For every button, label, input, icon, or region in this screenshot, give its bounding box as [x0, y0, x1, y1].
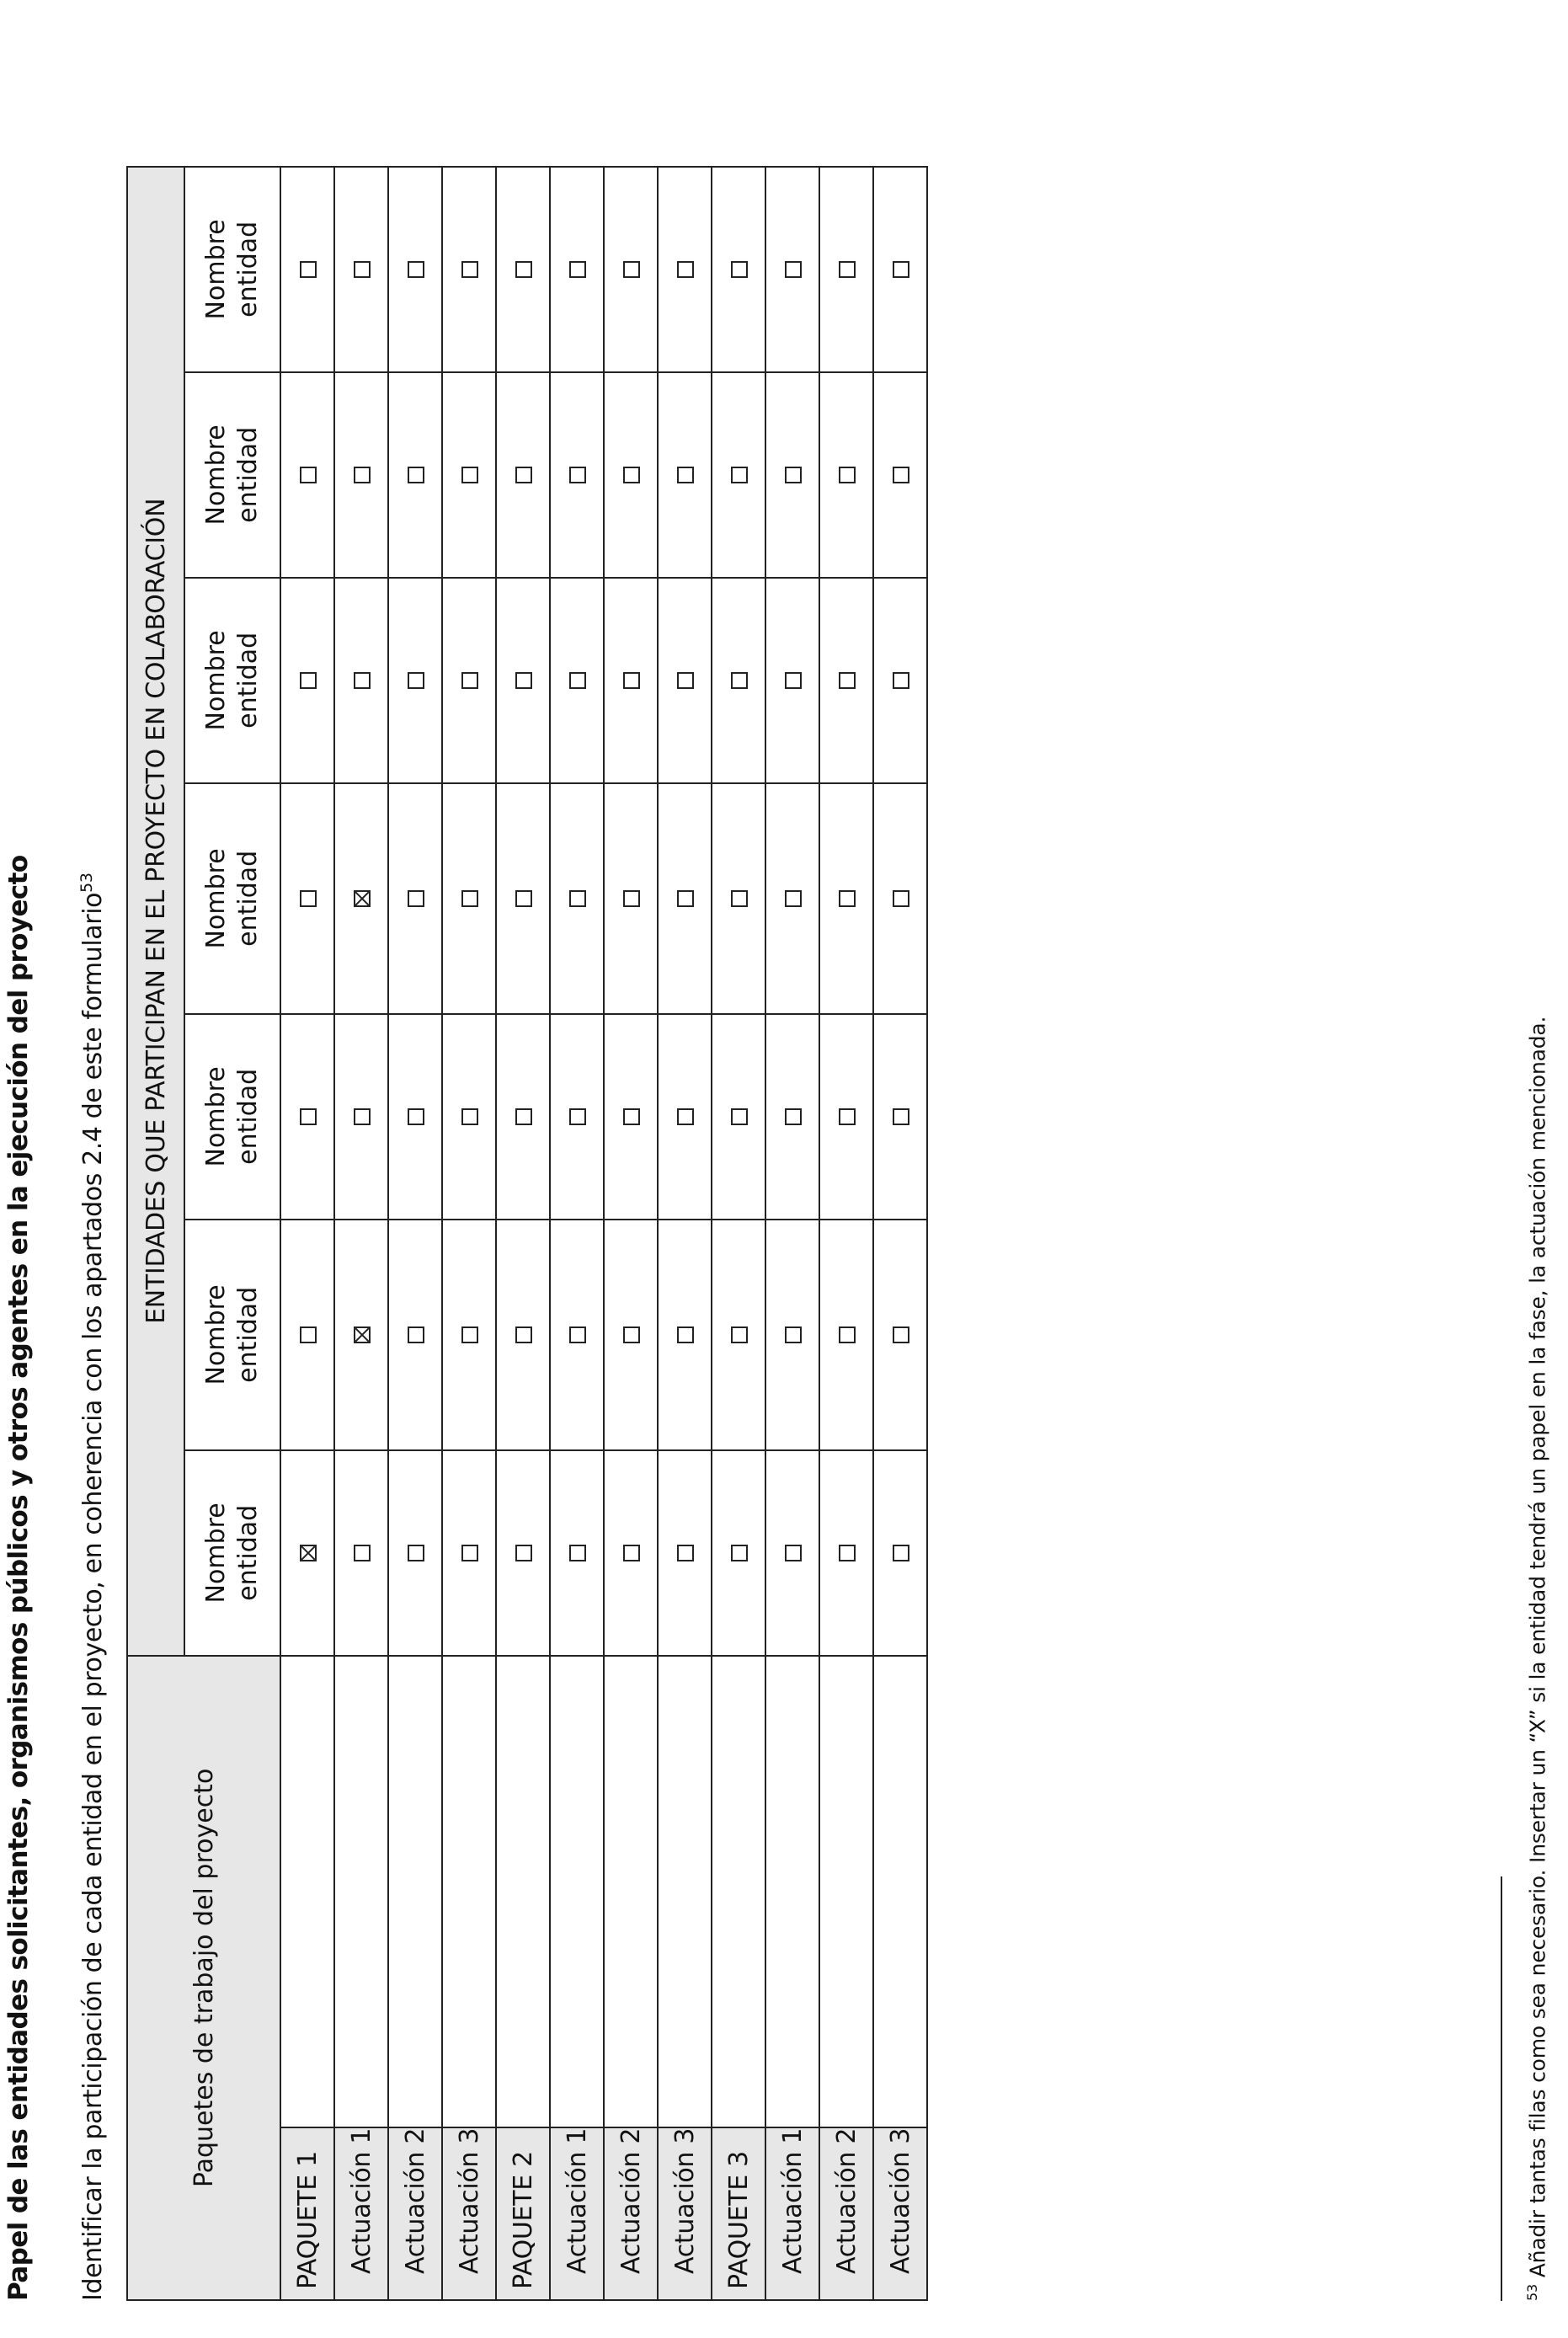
checkbox[interactable]: [300, 1108, 317, 1125]
checkbox-cell: [334, 1014, 388, 1220]
checkbox[interactable]: [354, 672, 371, 689]
entity-header: [184, 1450, 280, 1656]
footnote-ref: 53: [1524, 2284, 1540, 2301]
checkbox[interactable]: [893, 1545, 909, 1561]
checkbox-cell: [388, 167, 442, 372]
checkbox[interactable]: [408, 1545, 424, 1561]
checkbox-cell: [712, 1450, 765, 1656]
checkbox[interactable]: [893, 890, 909, 907]
checkbox-cell: [280, 783, 334, 1014]
table-row: [604, 167, 658, 2300]
checkbox-cell: [388, 578, 442, 783]
entity-name-line1: Nombre: [201, 424, 231, 526]
checkbox[interactable]: [623, 467, 640, 483]
checkbox[interactable]: [569, 261, 586, 278]
checkbox-cell: [604, 578, 658, 783]
checkbox-cell: [873, 1220, 927, 1450]
package-label: PAQUETE 3: [712, 2127, 765, 2300]
checkbox[interactable]: [623, 672, 640, 689]
entity-header: [184, 167, 280, 372]
checkbox-cell: [442, 1220, 496, 1450]
package-label: PAQUETE 2: [496, 2127, 550, 2300]
checkbox-cell: [442, 1450, 496, 1656]
action-label: Actuación 2: [819, 2127, 873, 2300]
checkbox[interactable]: [354, 1108, 371, 1125]
checkbox-cell: [496, 783, 550, 1014]
checkbox[interactable]: [515, 1326, 532, 1343]
checkbox[interactable]: [839, 467, 856, 483]
checkbox-cell: [873, 1014, 927, 1220]
checkbox-cell: [334, 167, 388, 372]
checkbox-cell: [604, 167, 658, 372]
checkbox-cell: [604, 372, 658, 578]
checkbox-cell: [658, 1220, 712, 1450]
checkbox[interactable]: [461, 1545, 478, 1561]
checkbox[interactable]: [515, 1545, 532, 1561]
checkbox[interactable]: [408, 672, 424, 689]
table-row: [334, 167, 388, 2300]
checkbox-cell: [280, 167, 334, 372]
checkbox[interactable]: [839, 1545, 856, 1561]
action-label: Actuación 3: [442, 2127, 496, 2300]
table-row: [819, 167, 873, 2300]
checkbox-cell: [550, 167, 604, 372]
checkbox-cell: [658, 1450, 712, 1656]
checkbox-cell: [819, 372, 873, 578]
checkbox-cell: [604, 1220, 658, 1450]
checkbox[interactable]: [300, 1326, 317, 1343]
checkbox[interactable]: [785, 1326, 802, 1343]
description-cell[interactable]: [334, 1656, 388, 2127]
checkbox-cell: [550, 372, 604, 578]
checkbox[interactable]: [408, 890, 424, 907]
checkbox-cell: [550, 1014, 604, 1220]
checkbox[interactable]: [300, 261, 317, 278]
checkbox-cell: [658, 167, 712, 372]
checkbox-cell: [496, 1014, 550, 1220]
checkbox-cell: [334, 372, 388, 578]
action-label: Actuación 1: [550, 2127, 604, 2300]
table-row: [873, 167, 927, 2300]
checkbox-cell: [550, 783, 604, 1014]
checkbox[interactable]: [300, 467, 317, 483]
entity-header: [184, 1220, 280, 1450]
checkbox[interactable]: [569, 1326, 586, 1343]
checkbox-cell: [873, 167, 927, 372]
checkbox[interactable]: [569, 890, 586, 907]
checkbox[interactable]: [623, 1545, 640, 1561]
checkbox[interactable]: [731, 890, 748, 907]
checkbox[interactable]: [354, 261, 371, 278]
checkbox[interactable]: [677, 467, 694, 483]
checkbox[interactable]: [408, 1326, 424, 1343]
checkbox[interactable]: [893, 1326, 909, 1343]
checkbox[interactable]: [785, 672, 802, 689]
checkbox-cell: [334, 783, 388, 1014]
checkbox-cell: [388, 1220, 442, 1450]
checkbox-cell: [765, 578, 819, 783]
checkbox-cell: [765, 1450, 819, 1656]
checkbox[interactable]: [461, 672, 478, 689]
checkbox-cell: [712, 1220, 765, 1450]
checkbox-cell: [388, 372, 442, 578]
footnote-separator: [1501, 1876, 1502, 2301]
action-label: Actuación 2: [388, 2127, 442, 2300]
footnote-text: Añadir tantas filas como sea necesario. Insertar un “X” si la entidad tendrá un papel en la fase, la actuación mencionada.: [1525, 1016, 1550, 2278]
section-title: Papel de las entidades solicitantes, organismos públicos y otros agentes en la ejecución del proyecto: [3, 855, 34, 2301]
checkbox-cell: [442, 1014, 496, 1220]
checkbox[interactable]: [731, 1545, 748, 1561]
checkbox-cell: [658, 783, 712, 1014]
checkbox-cell: [658, 372, 712, 578]
entity-name-line1: Nombre: [201, 1066, 231, 1167]
checkbox[interactable]: [785, 467, 802, 483]
checkbox[interactable]: [569, 672, 586, 689]
action-label: Actuación 3: [658, 2127, 712, 2300]
checkbox[interactable]: [623, 261, 640, 278]
entity-name-line2: entidad: [233, 426, 263, 523]
checkbox[interactable]: [785, 1108, 802, 1125]
checkbox-cell: [819, 578, 873, 783]
checkbox-cell: [819, 1450, 873, 1656]
checkbox[interactable]: [893, 672, 909, 689]
table-row: [712, 167, 765, 2300]
description-cell[interactable]: [442, 1656, 496, 2127]
entity-name-line2: entidad: [233, 221, 263, 318]
checkbox[interactable]: [461, 261, 478, 278]
checkbox[interactable]: [839, 672, 856, 689]
checkbox[interactable]: [569, 1108, 586, 1125]
checkbox-cell: [280, 578, 334, 783]
checkbox-cell: [765, 167, 819, 372]
checkbox[interactable]: [461, 1108, 478, 1125]
checkbox[interactable]: [623, 1108, 640, 1125]
intro-sentence: Identificar la participación de cada entidad en el proyecto, en coherencia con los apartados 2.4 de este formulario: [78, 892, 108, 2301]
checkbox-cell: [280, 1014, 334, 1220]
checkbox-cell: [280, 1220, 334, 1450]
table-row: [765, 167, 819, 2300]
row-header-label: Paquetes de trabajo del proyecto: [189, 1768, 219, 2188]
checkbox-cell: [658, 1014, 712, 1220]
checkbox[interactable]: [731, 467, 748, 483]
checkbox[interactable]: [893, 1108, 909, 1125]
table-row: [550, 167, 604, 2300]
entities-group-label: ENTIDADES QUE PARTICIPAN EN EL PROYECTO EN COLABORACIÓN: [141, 498, 171, 1324]
checkbox-cell: [496, 1220, 550, 1450]
checkbox-cell: [819, 1014, 873, 1220]
checkbox[interactable]: [300, 672, 317, 689]
checked-checkbox[interactable]: [354, 890, 371, 907]
checkbox-cell: [712, 167, 765, 372]
checkbox-cell: [604, 1450, 658, 1656]
description-cell[interactable]: [604, 1656, 658, 2127]
checkbox-cell: [873, 1450, 927, 1656]
checkbox-cell: [604, 1014, 658, 1220]
checkbox[interactable]: [354, 467, 371, 483]
participation-table: [126, 166, 928, 2301]
checkbox-cell: [765, 783, 819, 1014]
checkbox[interactable]: [515, 890, 532, 907]
checkbox-cell: [496, 167, 550, 372]
checkbox[interactable]: [569, 467, 586, 483]
checkbox[interactable]: [515, 261, 532, 278]
table-row: [388, 167, 442, 2300]
checkbox[interactable]: [677, 1108, 694, 1125]
checkbox-cell: [442, 578, 496, 783]
checkbox-cell: [334, 578, 388, 783]
checkbox[interactable]: [839, 1108, 856, 1125]
checkbox[interactable]: [677, 890, 694, 907]
checkbox[interactable]: [461, 890, 478, 907]
checkbox[interactable]: [461, 1326, 478, 1343]
checkbox-cell: [873, 372, 927, 578]
checkbox[interactable]: [785, 261, 802, 278]
action-label: Actuación 1: [765, 2127, 819, 2300]
description-cell[interactable]: [388, 1656, 442, 2127]
action-label: Actuación 2: [604, 2127, 658, 2300]
checkbox-cell: [442, 372, 496, 578]
checkbox-cell: [496, 372, 550, 578]
checkbox-cell: [496, 578, 550, 783]
checkbox-cell: [280, 1450, 334, 1656]
description-cell[interactable]: [550, 1656, 604, 2127]
table-row: [658, 167, 712, 2300]
description-cell[interactable]: [496, 1656, 550, 2127]
entity-name-line1: Nombre: [201, 848, 231, 949]
description-cell[interactable]: [819, 1656, 873, 2127]
checkbox-cell: [442, 167, 496, 372]
table-row: [442, 167, 496, 2300]
checkbox[interactable]: [461, 467, 478, 483]
checkbox[interactable]: [408, 261, 424, 278]
entity-name-line2: entidad: [233, 1504, 263, 1601]
checkbox[interactable]: [677, 261, 694, 278]
checkbox-cell: [658, 578, 712, 783]
checkbox[interactable]: [785, 890, 802, 907]
checkbox-cell: [873, 578, 927, 783]
table-row: [496, 167, 550, 2300]
checkbox-cell: [873, 783, 927, 1014]
checkbox[interactable]: [408, 1108, 424, 1125]
checkbox-cell: [604, 783, 658, 1014]
action-label: Actuación 3: [873, 2127, 927, 2300]
checkbox[interactable]: [731, 672, 748, 689]
entity-header: [184, 578, 280, 783]
checkbox[interactable]: [623, 1326, 640, 1343]
checkbox-cell: [334, 1220, 388, 1450]
intro-footnote-ref: 53: [77, 873, 96, 893]
checkbox[interactable]: [839, 890, 856, 907]
checkbox-cell: [550, 1220, 604, 1450]
entities-group-header: [127, 167, 184, 1656]
checkbox-cell: [765, 372, 819, 578]
entity-name-line2: entidad: [233, 632, 263, 729]
checkbox-cell: [765, 1014, 819, 1220]
checkbox[interactable]: [731, 261, 748, 278]
checkbox[interactable]: [785, 1545, 802, 1561]
checkbox-cell: [712, 1014, 765, 1220]
description-cell[interactable]: [712, 1656, 765, 2127]
checkbox[interactable]: [408, 467, 424, 483]
checkbox[interactable]: [839, 1326, 856, 1343]
checkbox[interactable]: [731, 1326, 748, 1343]
checkbox[interactable]: [300, 890, 317, 907]
checkbox[interactable]: [569, 1545, 586, 1561]
checkbox[interactable]: [515, 467, 532, 483]
checkbox[interactable]: [677, 1545, 694, 1561]
checkbox[interactable]: [354, 1545, 371, 1561]
checkbox-cell: [712, 578, 765, 783]
footnote: [1524, 1017, 1549, 2301]
checkbox[interactable]: [677, 1326, 694, 1343]
table-row: [280, 167, 334, 2300]
checkbox[interactable]: [839, 261, 856, 278]
description-cell[interactable]: [280, 1656, 334, 2127]
checkbox-cell: [388, 783, 442, 1014]
entity-header: [184, 1014, 280, 1220]
checkbox-cell: [388, 1014, 442, 1220]
package-label: PAQUETE 1: [280, 2127, 334, 2300]
checked-checkbox[interactable]: [354, 1326, 371, 1343]
checkbox[interactable]: [731, 1108, 748, 1125]
checked-checkbox[interactable]: [300, 1545, 317, 1561]
checkbox-cell: [388, 1450, 442, 1656]
entity-name-line2: entidad: [233, 1068, 263, 1165]
checkbox[interactable]: [623, 890, 640, 907]
entity-name-line1: Nombre: [201, 219, 231, 320]
entity-name-line2: entidad: [233, 1286, 263, 1383]
entity-name-line1: Nombre: [201, 630, 231, 731]
entity-name-line1: Nombre: [201, 1503, 231, 1604]
checkbox[interactable]: [893, 467, 909, 483]
checkbox-cell: [819, 783, 873, 1014]
table-body: [280, 167, 927, 2300]
checkbox-cell: [334, 1450, 388, 1656]
checkbox[interactable]: [515, 672, 532, 689]
description-cell[interactable]: [873, 1656, 927, 2127]
checkbox-cell: [550, 1450, 604, 1656]
checkbox-cell: [712, 372, 765, 578]
checkbox-cell: [765, 1220, 819, 1450]
description-cell[interactable]: [658, 1656, 712, 2127]
checkbox-cell: [819, 167, 873, 372]
checkbox-cell: [496, 1450, 550, 1656]
entity-header: [184, 372, 280, 578]
description-cell[interactable]: [765, 1656, 819, 2127]
action-label: Actuación 1: [334, 2127, 388, 2300]
checkbox-cell: [280, 372, 334, 578]
entity-header: [184, 783, 280, 1014]
checkbox[interactable]: [515, 1108, 532, 1125]
checkbox[interactable]: [677, 672, 694, 689]
checkbox-cell: [712, 783, 765, 1014]
entity-name-line1: Nombre: [201, 1284, 231, 1385]
row-header-cell: [127, 1656, 280, 2300]
intro-text: [77, 873, 108, 2301]
entity-name-line2: entidad: [233, 850, 263, 947]
checkbox-cell: [819, 1220, 873, 1450]
checkbox-cell: [442, 783, 496, 1014]
checkbox-cell: [550, 578, 604, 783]
checkbox[interactable]: [893, 261, 909, 278]
